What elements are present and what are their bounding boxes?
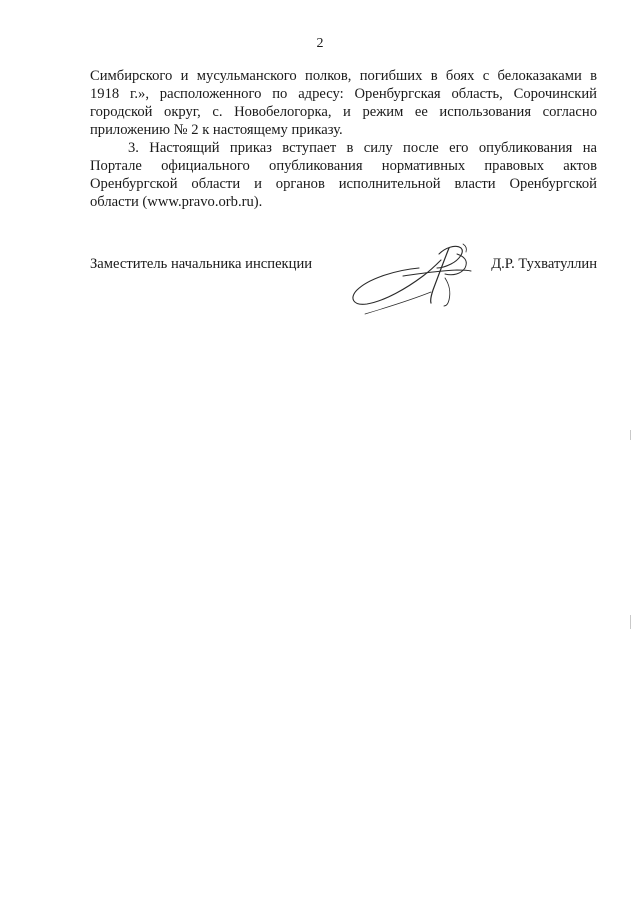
paragraph-item-3 <box>90 139 597 211</box>
signature-block <box>90 256 597 280</box>
signatory-title: Заместитель начальника инспекции <box>90 256 313 272</box>
text-line: Оренбургской области и органов исполнительной власти Оренбургской <box>90 176 597 192</box>
page-number: 2 <box>316 36 324 51</box>
text-line: городской округ, с. Новобелогорка, и режим ее использования согласно <box>90 104 597 120</box>
text-line: 3. Настоящий приказ вступает в силу после его опубликования на <box>128 140 597 156</box>
scan-margin-mark <box>630 615 631 629</box>
text-line: Симбирского и мусульманского полков, погибших в боях с белоказаками в <box>90 68 597 84</box>
text-line: 1918 г.», расположенного по адресу: Оренбургская область, Сорочинский <box>90 86 597 102</box>
signatory-name: Д.Р. Тухватуллин <box>491 256 597 272</box>
scan-margin-mark <box>630 430 631 440</box>
text-line: области (www.pravo.orb.ru). <box>90 194 263 210</box>
text-line: приложению № 2 к настоящему приказу. <box>90 122 343 138</box>
paragraph-continuation <box>90 67 597 139</box>
text-line: Портале официального опубликования нормативных правовых актов <box>90 158 597 174</box>
handwritten-signature <box>345 234 480 316</box>
